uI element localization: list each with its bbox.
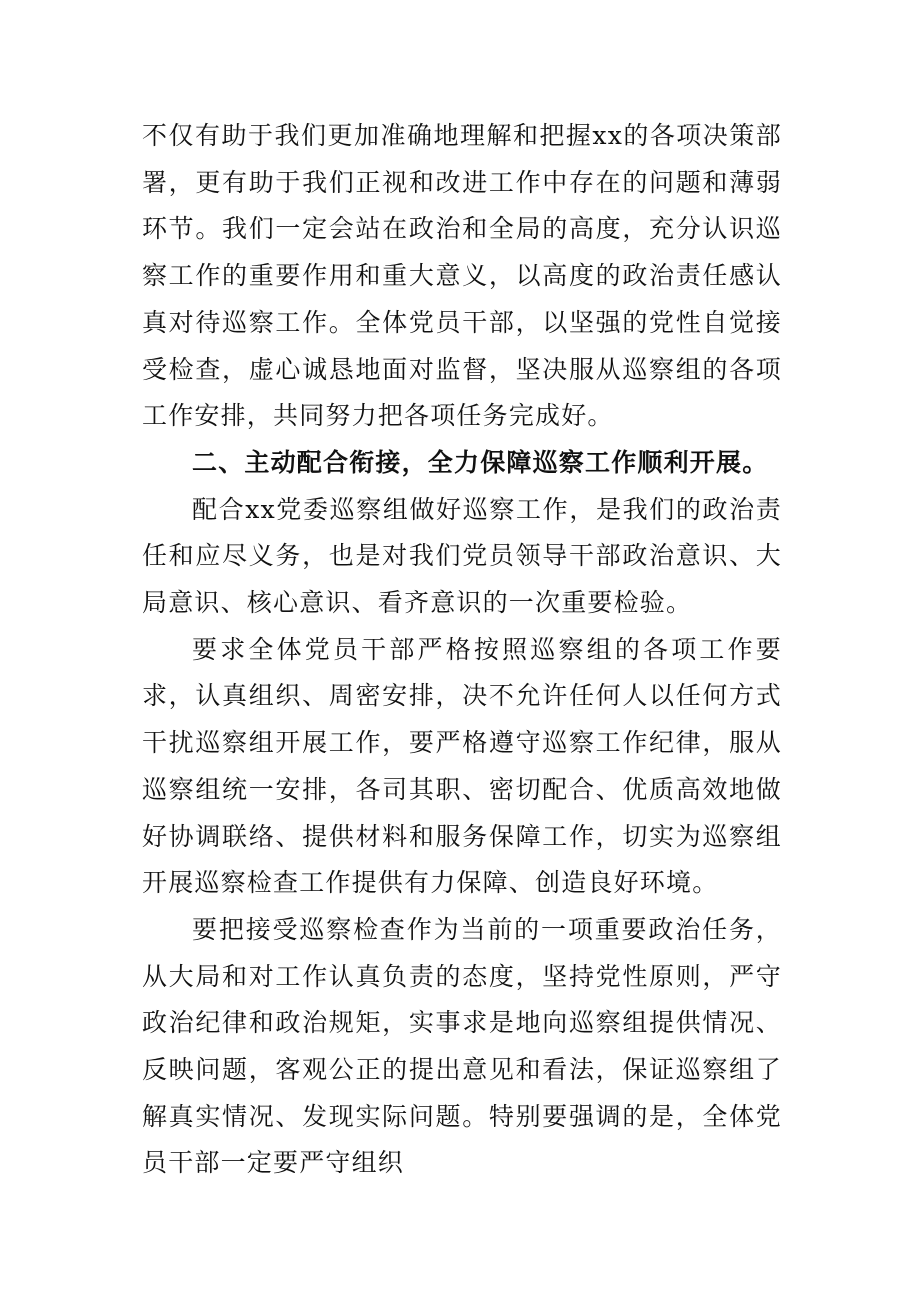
section-heading: 二、主动配合衔接，全力保障巡察工作顺利开展。: [192, 447, 769, 477]
body-paragraph-1: 配合xx党委巡察组做好巡察工作，是我们的政治责任和应尽义务，也是对我们党员领导干部政治意识、大局意识、核心意识、看齐意识的一次重要检验。: [142, 494, 782, 618]
body-paragraph-2: 要求全体党员干部严格按照巡察组的各项工作要求，认真组织、周密安排，决不允许任何人以任何方式干扰巡察组开展工作，要严格遵守巡察工作纪律，服从巡察组统一安排，各司其职、密切配合、优质高效地做好协调联络、提供材料和服务保障工作，切实为巡察组开展巡察检查工作提供有力保障、创造良好环境。: [142, 634, 782, 898]
document-page: [142, 113, 782, 1187]
continuation-paragraph: 不仅有助于我们更加准确地理解和把握xx的各项决策部署，更有助于我们正视和改进工作中存在的问题和薄弱环节。我们一定会站在政治和全局的高度，充分认识巡察工作的重要作用和重大意义，以高度的政治责任感认真对待巡察工作。全体党员干部，以坚强的党性自觉接受检查，虚心诚恳地面对监督，坚决服从巡察组的各项工作安排，共同努力把各项任务完成好。: [142, 121, 782, 431]
body-paragraph-3: 要把接受巡察检查作为当前的一项重要政治任务，从大局和对工作认真负责的态度，坚持党性原则，严守政治纪律和政治规矩，实事求是地向巡察组提供情况、反映问题，客观公正的提出意见和看法，保证巡察组了解真实情况、发现实际问题。特别要强调的是，全体党员干部一定要严守组织: [142, 914, 782, 1178]
